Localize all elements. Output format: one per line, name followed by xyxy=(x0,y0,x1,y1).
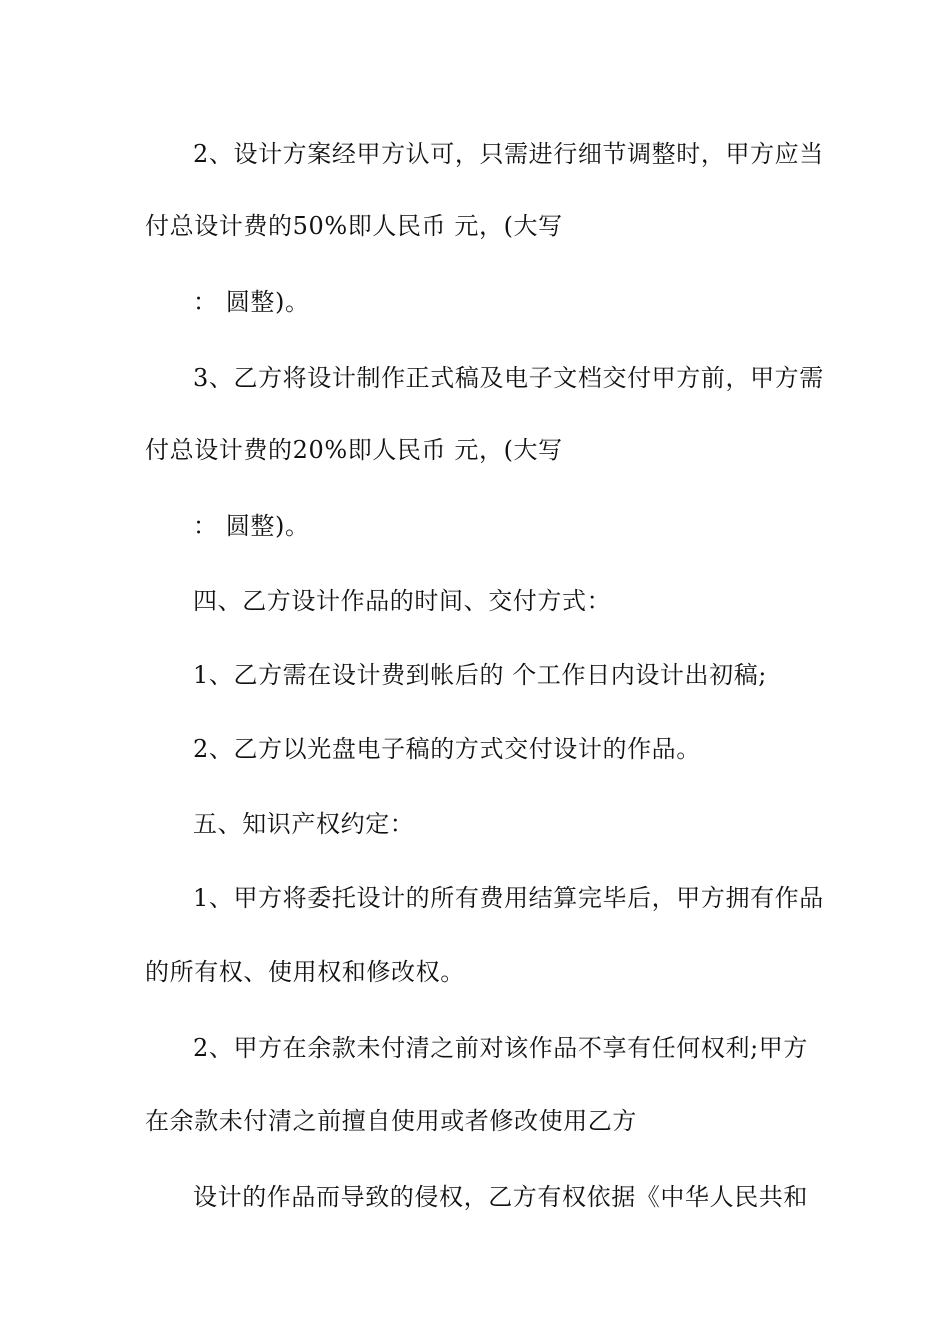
paragraph-line: 2、甲方在余款未付清之前对该作品不享有任何权利;甲方 xyxy=(193,1034,808,1062)
paragraph-line: 付总设计费的20%即人民币 元，(大写 xyxy=(145,436,563,464)
section-heading: 四、乙方设计作品的时间、交付方式： xyxy=(193,587,612,615)
paragraph-line: ： 圆整)。 xyxy=(193,512,310,540)
paragraph-line: 的所有权、使用权和修改权。 xyxy=(145,958,465,986)
section-heading: 五、知识产权约定： xyxy=(193,810,415,838)
paragraph-line: 1、乙方需在设计费到帐后的 个工作日内设计出初稿; xyxy=(193,661,767,689)
paragraph-line: 设计的作品而导致的侵权，乙方有权依据《中华人民共和 xyxy=(193,1183,808,1211)
paragraph-line: 2、设计方案经甲方认可，只需进行细节调整时，甲方应当 xyxy=(193,140,824,168)
paragraph-line: 付总设计费的50%即人民币 元，(大写 xyxy=(145,212,563,240)
paragraph-line: 在余款未付清之前擅自使用或者修改使用乙方 xyxy=(145,1107,637,1135)
paragraph-line: 3、乙方将设计制作正式稿及电子文档交付甲方前，甲方需 xyxy=(193,364,824,392)
paragraph-line: 2、乙方以光盘电子稿的方式交付设计的作品。 xyxy=(193,735,701,763)
paragraph-line: 1、甲方将委托设计的所有费用结算完毕后，甲方拥有作品 xyxy=(193,884,824,912)
paragraph-line: ： 圆整)。 xyxy=(193,288,310,316)
